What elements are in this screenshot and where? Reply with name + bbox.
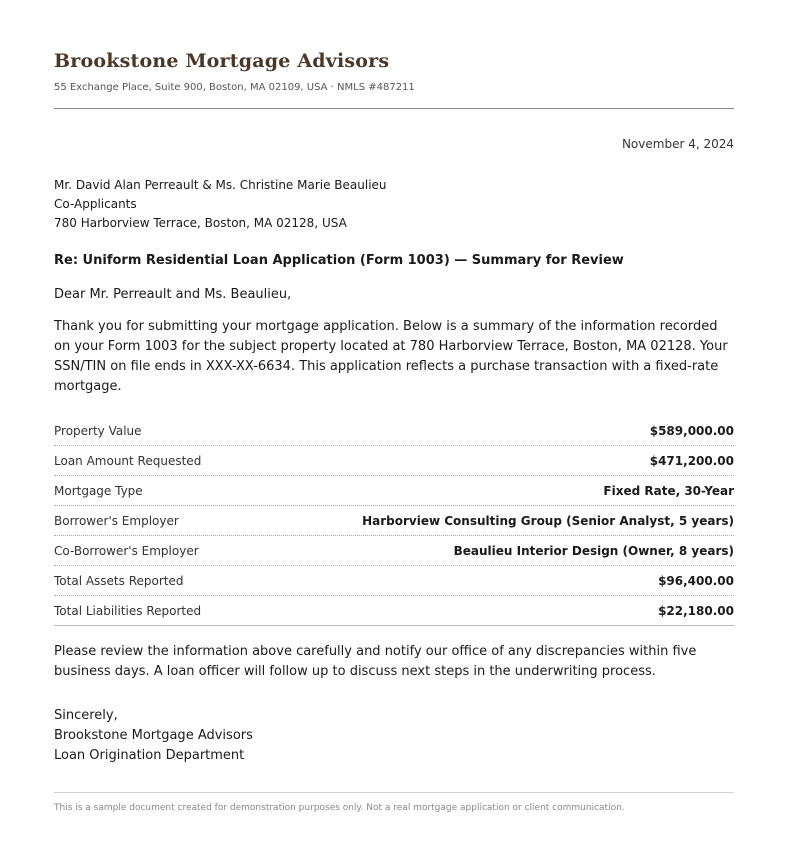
summary-value: $22,180.00 xyxy=(658,603,734,618)
summary-row xyxy=(54,476,734,506)
disclaimer: This is a sample document created for demonstration purposes only. Not a real mortgage application or client communication. xyxy=(54,803,625,813)
summary-label: Mortgage Type xyxy=(54,483,143,498)
summary-label: Loan Amount Requested xyxy=(54,453,202,468)
summary-value: $589,000.00 xyxy=(649,423,734,438)
recipient-role: Co-Applicants xyxy=(54,197,137,211)
signoff-firm: Brookstone Mortgage Advisors xyxy=(54,728,253,743)
summary-row xyxy=(54,416,734,446)
recipient-names: Mr. David Alan Perreault & Ms. Christine Marie Beaulieu xyxy=(54,178,387,192)
letterhead xyxy=(54,49,734,95)
letter-date: November 4, 2024 xyxy=(621,137,734,151)
footer-divider xyxy=(54,792,734,793)
summary-label: Borrower's Employer xyxy=(54,513,179,528)
summary-value: $96,400.00 xyxy=(658,573,734,588)
closing-paragraph: Please review the information above carefully and notify our office of any discrepancies within five business days. A loan officer will follow up to discuss next steps in the underwriting process. xyxy=(54,644,697,679)
signoff-closing: Sincerely, xyxy=(54,708,118,723)
summary-label: Total Liabilities Reported xyxy=(54,603,202,618)
intro-paragraph: Thank you for submitting your mortgage application. Below is a summary of the information recorded on your Form 1003 for the subject property located at 780 Harborview Terrace, Boston, MA 02128. Your SSN/TIN on file ends in XXX-XX-6634. This application reflects a purchase transaction with a fixed-rate mortgage. xyxy=(54,319,728,394)
summary-row xyxy=(54,596,734,626)
summary-label: Property Value xyxy=(54,423,142,438)
firm-name: Brookstone Mortgage Advisors xyxy=(54,50,390,72)
summary-row xyxy=(54,446,734,476)
summary-row xyxy=(54,566,734,596)
firm-address: 55 Exchange Place, Suite 900, Boston, MA 02109, USA · NMLS #487211 xyxy=(54,82,415,93)
summary-label: Total Assets Reported xyxy=(54,573,184,588)
signoff-department: Loan Origination Department xyxy=(54,748,245,763)
subject-line: Re: Uniform Residential Loan Application (Form 1003) — Summary for Review xyxy=(54,253,624,268)
salutation: Dear Mr. Perreault and Ms. Beaulieu, xyxy=(54,287,292,302)
summary-row xyxy=(54,536,734,566)
recipient-block xyxy=(54,176,734,233)
summary-label: Co-Borrower's Employer xyxy=(54,543,199,558)
summary-value: Beaulieu Interior Design (Owner, 8 years) xyxy=(453,543,734,558)
recipient-address: 780 Harborview Terrace, Boston, MA 02128, USA xyxy=(54,216,347,230)
letterhead-divider xyxy=(54,108,734,109)
summary-table xyxy=(54,416,734,626)
signoff-block xyxy=(54,706,734,766)
summary-value: Harborview Consulting Group (Senior Analyst, 5 years) xyxy=(362,513,734,528)
letter-page xyxy=(54,0,734,814)
summary-value: $471,200.00 xyxy=(649,453,734,468)
summary-value: Fixed Rate, 30-Year xyxy=(603,483,734,498)
summary-row xyxy=(54,506,734,536)
